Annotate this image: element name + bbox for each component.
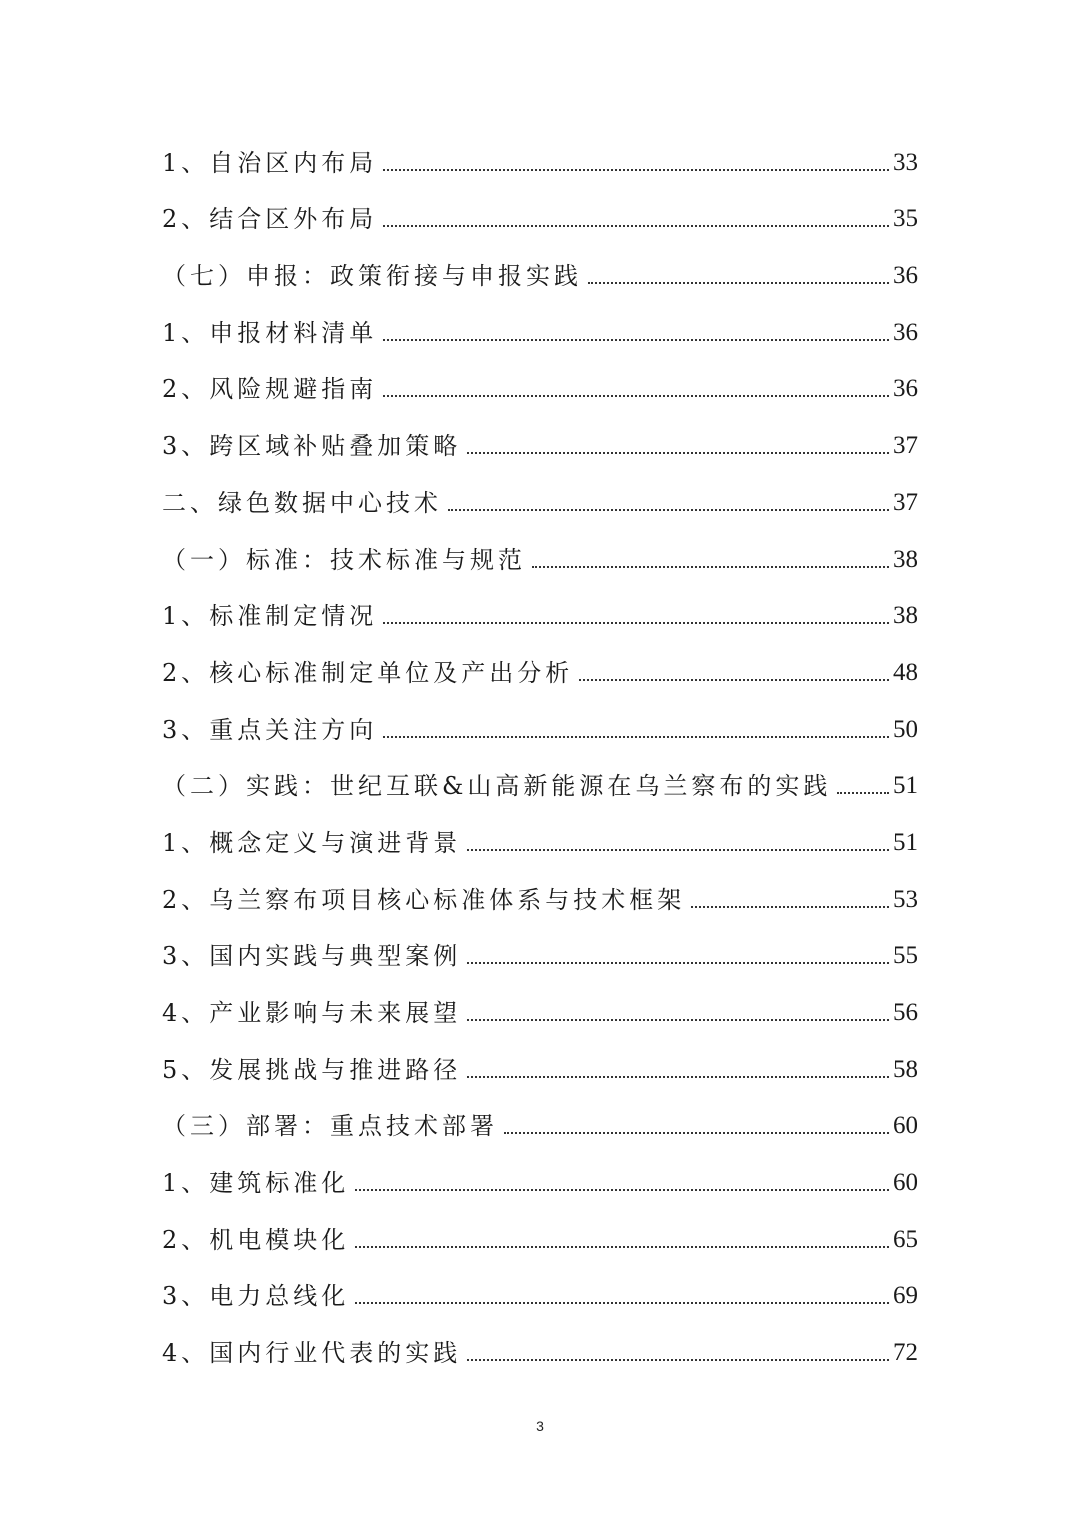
toc-entry-title: 3、电力总线化 xyxy=(162,1282,350,1311)
toc-leader-dots xyxy=(383,225,889,227)
toc-entry[interactable] xyxy=(162,812,918,869)
toc-leader-dots xyxy=(532,566,889,568)
toc-entry-page: 51 xyxy=(893,828,918,856)
toc-entry-page: 51 xyxy=(893,772,918,800)
toc-entry-title: 4、国内行业代表的实践 xyxy=(162,1339,462,1368)
toc-leader-dots xyxy=(467,1076,889,1078)
toc-entry[interactable] xyxy=(162,359,918,416)
toc-entry-title: 2、核心标准制定单位及产出分析 xyxy=(162,658,574,687)
toc-leader-dots xyxy=(579,679,889,681)
toc-leader-dots xyxy=(383,339,889,341)
toc-entry-page: 53 xyxy=(893,885,918,913)
toc-entry[interactable] xyxy=(162,699,918,756)
toc-leader-dots xyxy=(355,1302,889,1304)
toc-leader-dots xyxy=(467,962,889,964)
toc-entry-title: 5、发展挑战与推进路径 xyxy=(162,1055,462,1084)
toc-entry-page: 60 xyxy=(893,1169,918,1197)
toc-entry-title: 2、结合区外布局 xyxy=(162,205,378,234)
toc-leader-dots xyxy=(355,1189,889,1191)
page-number: 3 xyxy=(536,1418,544,1434)
toc-entry[interactable] xyxy=(162,926,918,983)
toc-leader-dots xyxy=(467,1359,889,1361)
toc-entry-page: 33 xyxy=(893,148,918,176)
toc-entry[interactable] xyxy=(162,756,918,813)
toc-entry[interactable] xyxy=(162,982,918,1039)
toc-entry-title: （一）标准：技术标准与规范 xyxy=(162,545,526,574)
toc-entry-page: 72 xyxy=(893,1339,918,1367)
toc-entry[interactable] xyxy=(162,1039,918,1096)
toc-leader-dots xyxy=(383,736,889,738)
toc-leader-dots xyxy=(467,849,889,851)
toc-entry-title: 二、绿色数据中心技术 xyxy=(162,488,442,517)
toc-entry[interactable] xyxy=(162,869,918,926)
toc-leader-dots xyxy=(504,1132,889,1134)
toc-entry-title: 4、产业影响与未来展望 xyxy=(162,999,462,1027)
toc-entry[interactable] xyxy=(162,1266,918,1323)
toc-entry-title: 3、重点关注方向 xyxy=(162,715,378,744)
toc-entry[interactable] xyxy=(162,1209,918,1266)
toc-entry-page: 50 xyxy=(893,715,918,743)
toc-leader-dots xyxy=(467,452,889,454)
toc-leader-dots xyxy=(588,282,889,284)
toc-entry[interactable] xyxy=(162,302,918,359)
toc-entry-page: 36 xyxy=(893,318,918,346)
toc-leader-dots xyxy=(355,1246,889,1248)
toc-entry-page: 58 xyxy=(893,1055,918,1083)
toc-entry-page: 55 xyxy=(893,942,918,970)
toc-entry[interactable] xyxy=(162,586,918,643)
toc-entry-page: 69 xyxy=(893,1282,918,1310)
toc-entry-title: （三）部署：重点技术部署 xyxy=(162,1112,498,1141)
toc-entry[interactable] xyxy=(162,245,918,302)
toc-leader-dots xyxy=(448,509,889,511)
toc-leader-dots xyxy=(691,906,889,908)
toc-entry-title: （二）实践：世纪互联&山高新能源在乌兰察布的实践 xyxy=(162,772,832,801)
toc-entry-page: 38 xyxy=(893,602,918,630)
toc-entry[interactable] xyxy=(162,472,918,529)
toc-entry[interactable] xyxy=(162,1322,918,1379)
toc-entry-page: 35 xyxy=(893,205,918,233)
toc-entry-title: 2、机电模块化 xyxy=(162,1225,350,1254)
toc-entry-page: 38 xyxy=(893,545,918,573)
toc-entry[interactable] xyxy=(162,642,918,699)
toc-entry-title: 2、风险规避指南 xyxy=(162,375,378,404)
table-of-contents xyxy=(162,132,918,1379)
toc-leader-dots xyxy=(383,622,889,624)
toc-entry-title: 1、标准制定情况 xyxy=(162,602,378,631)
toc-entry[interactable] xyxy=(162,189,918,246)
toc-entry-page: 65 xyxy=(893,1225,918,1253)
toc-entry-page: 56 xyxy=(893,999,918,1026)
toc-entry-title: 3、国内实践与典型案例 xyxy=(162,942,462,971)
toc-entry[interactable] xyxy=(162,529,918,586)
toc-entry-title: （七）申报：政策衔接与申报实践 xyxy=(162,262,582,291)
toc-leader-dots xyxy=(837,792,889,794)
toc-entry-page: 48 xyxy=(893,658,918,686)
toc-entry-page: 37 xyxy=(893,488,918,516)
toc-entry-title: 1、概念定义与演进背景 xyxy=(162,828,462,857)
toc-entry-page: 36 xyxy=(893,375,918,403)
toc-entry-title: 1、建筑标准化 xyxy=(162,1169,350,1198)
toc-entry-page: 36 xyxy=(893,262,918,290)
toc-entry-title: 3、跨区域补贴叠加策略 xyxy=(162,432,462,461)
toc-entry-title: 1、自治区内布局 xyxy=(162,148,378,177)
toc-entry-title: 1、申报材料清单 xyxy=(162,318,378,347)
toc-leader-dots xyxy=(383,395,889,397)
toc-entry-page: 37 xyxy=(893,432,918,460)
toc-entry[interactable] xyxy=(162,1096,918,1153)
toc-entry-title: 2、乌兰察布项目核心标准体系与技术框架 xyxy=(162,885,686,914)
toc-entry[interactable] xyxy=(162,415,918,472)
toc-leader-dots xyxy=(467,1019,889,1021)
toc-leader-dots xyxy=(383,169,889,171)
toc-entry[interactable] xyxy=(162,1152,918,1209)
toc-entry-page: 60 xyxy=(893,1112,918,1140)
toc-entry[interactable] xyxy=(162,132,918,189)
